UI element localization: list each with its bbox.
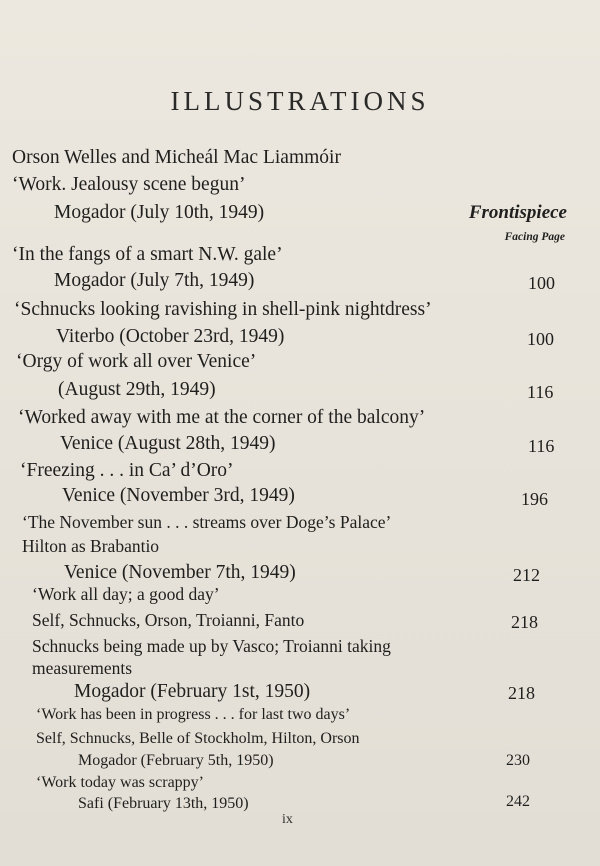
page-number: 218 bbox=[511, 612, 538, 632]
entry-line: ‘Work all day; a good day’ bbox=[32, 584, 220, 604]
page-number: 100 bbox=[527, 329, 554, 349]
page-number: 116 bbox=[528, 436, 555, 456]
entry-line: Mogador (February 5th, 1950) bbox=[78, 752, 274, 769]
entry-line: Venice (November 3rd, 1949) bbox=[62, 485, 295, 506]
page-number: 212 bbox=[513, 565, 540, 585]
entry-line: ‘Freezing . . . in Ca’ d’Oro’ bbox=[20, 460, 234, 481]
entry-line: Mogador (July 7th, 1949) bbox=[54, 270, 255, 291]
entry-line: ‘Work today was scrappy’ bbox=[36, 774, 204, 791]
entry-line: Mogador (July 10th, 1949) bbox=[54, 202, 265, 223]
entry-line: ‘Orgy of work all over Venice’ bbox=[16, 351, 257, 372]
page-number: 116 bbox=[527, 382, 554, 402]
page-heading: ILLUSTRATIONS bbox=[170, 86, 430, 116]
page-folio: ix bbox=[282, 812, 293, 827]
entry-line: measurements bbox=[32, 658, 133, 678]
entry-line: Venice (August 28th, 1949) bbox=[60, 433, 276, 454]
entry-line: (August 29th, 1949) bbox=[58, 379, 216, 400]
page-number: 242 bbox=[506, 793, 530, 810]
entry-line: Venice (November 7th, 1949) bbox=[64, 562, 296, 583]
entry-line: Mogador (February 1st, 1950) bbox=[74, 681, 311, 702]
page-number: 218 bbox=[508, 683, 535, 703]
frontispiece-label: Frontispiece bbox=[468, 202, 567, 223]
entry-line: Self, Schnucks, Orson, Troianni, Fanto bbox=[32, 610, 305, 630]
entry-line: Orson Welles and Micheál Mac Liammóir bbox=[12, 147, 341, 168]
entry-line: Self, Schnucks, Belle of Stockholm, Hilton, Orson bbox=[36, 730, 360, 747]
facing-page-label: Facing Page bbox=[504, 231, 565, 243]
entry-line: ‘Schnucks looking ravishing in shell-pink nightdress’ bbox=[14, 299, 432, 320]
entry-line: Safi (February 13th, 1950) bbox=[78, 795, 249, 812]
entry-line: ‘Work has been in progress . . . for last two days’ bbox=[36, 706, 351, 723]
entry-line: Hilton as Brabantio bbox=[22, 536, 160, 556]
entry-line: ‘The November sun . . . streams over Doge’s Palace’ bbox=[22, 512, 392, 532]
entry-line: ‘In the fangs of a smart N.W. gale’ bbox=[12, 244, 283, 265]
page-number: 196 bbox=[521, 489, 548, 509]
entry-line: Viterbo (October 23rd, 1949) bbox=[56, 326, 285, 347]
page-number: 100 bbox=[528, 273, 555, 293]
entry-line: ‘Worked away with me at the corner of the balcony’ bbox=[18, 407, 426, 428]
entry-line: ‘Work. Jealousy scene begun’ bbox=[12, 174, 246, 195]
page-number: 230 bbox=[506, 752, 530, 769]
entry-line: Schnucks being made up by Vasco; Troianni taking bbox=[32, 636, 391, 656]
